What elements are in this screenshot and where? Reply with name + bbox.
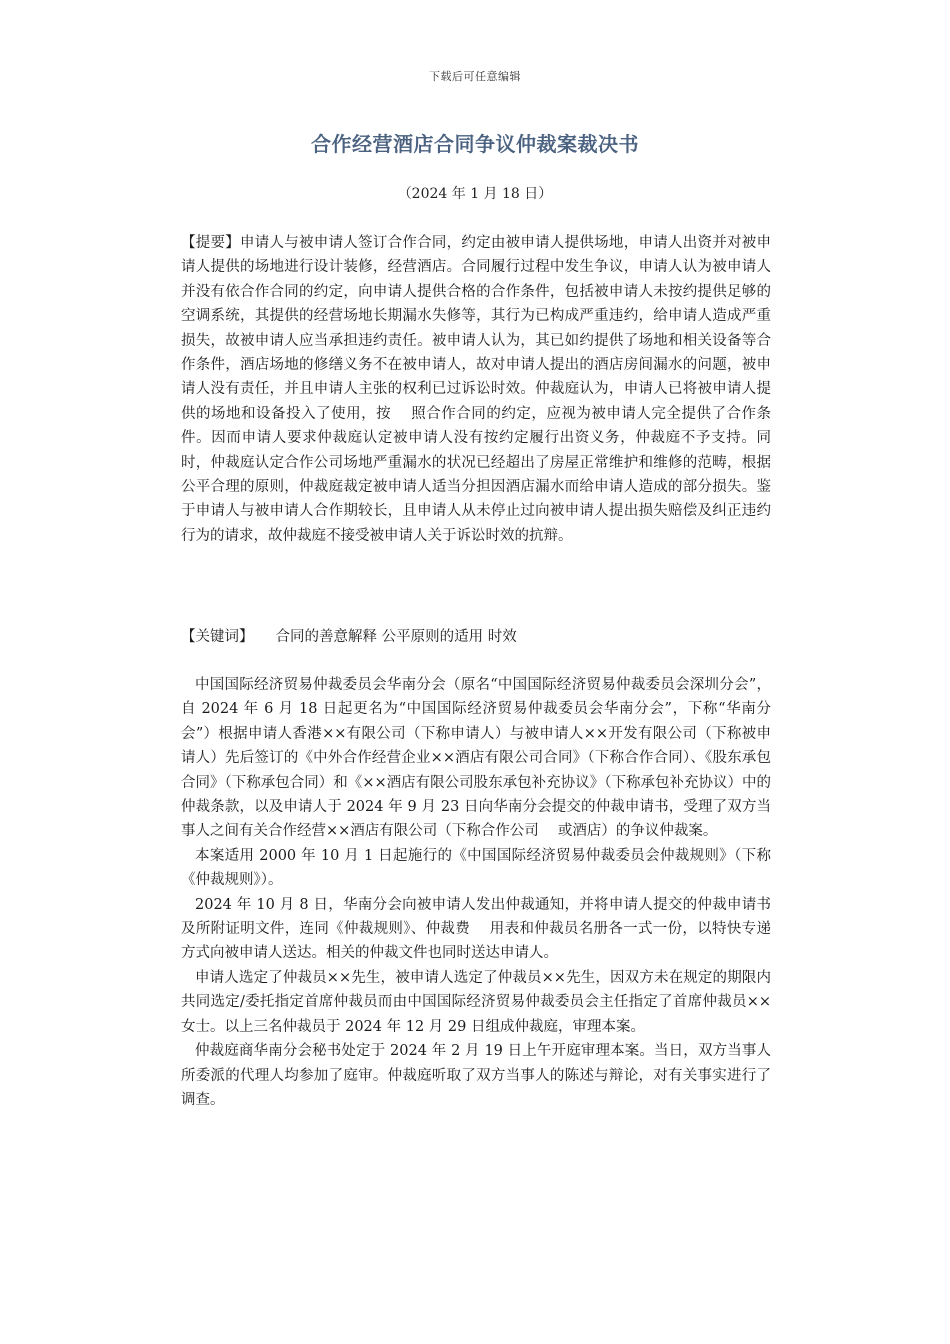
document-date: （2024 年 1 月 18 日） bbox=[397, 186, 553, 202]
header-note: 下载后可任意编辑 bbox=[429, 70, 521, 83]
paragraph-applicable-rules: 本案适用 2000 年 10 月 1 日起施行的《中国国际经济贸易仲裁委员会仲裁规则》（下称《仲裁规则》）。 bbox=[181, 847, 771, 889]
paragraph-case-acceptance: 中国国际经济贸易仲裁委员会华南分会（原名“中国国际经济贸易仲裁委员会深圳分会”，自 2024 年 6 月 18 日起更名为“中国国际经济贸易仲裁委员会华南分会”，下称“华南分会”）根据申请人香港××有限公司（下称申请人）与被申请人××开发有限公司（下称被申请人）先后签订的《中外合作经营企业××酒店有限公司合同》（下称合作合同）、《股东承包合同》（下称承包合同）和《××酒店有限公司股东承包补充协议》（下称承包补充协议）中的仲裁条款，以及申请人于 2024 年 9 月 23 日向华南分会提交的仲裁申请书，受理了双方当事人之间有关合作经营××酒店有限公司（下称合作公司 或酒店）的争议仲裁案。 bbox=[181, 677, 771, 840]
paragraph-tribunal-formation: 申请人选定了仲裁员××先生，被申请人选定了仲裁员××先生，因双方未在规定的期限内共同选定/委托指定首席仲裁员而由中国国际经济贸易仲裁委员会主任指定了首席仲裁员××女士。以上三名仲裁员于 2024 年 12 月 29 日组成仲裁庭，审理本案。 bbox=[181, 969, 771, 1035]
abstract-paragraph: 【提要】申请人与被申请人签订合作合同，约定由被申请人提供场地，申请人出资并对被申请人提供的场地进行设计装修，经营酒店。合同履行过程中发生争议，申请人认为被申请人并没有依合作合同的约定，向申请人提供合格的合作条件，包括被申请人未按约提供足够的空调系统，其提供的经营场地长期漏水失修等，其行为已构成严重违约，给申请人造成严重损失，故被申请人应当承担违约责任。被申请人认为，其已如约提供了场地和相关设备等合作条件，酒店场地的修缮义务不在被申请人，故对申请人提出的酒店房间漏水的问题，被申请人没有责任，并且申请人主张的权利已过诉讼时效。仲裁庭认为，申请人已将被申请人提供的场地和设备投入了使用，按 照合作合同的约定，应视为被申请人完全提供了合作条件。因而申请人要求仲裁庭认定被申请人没有按约定履行出资义务，仲裁庭不予支持。同时，仲裁庭认定合作公司场地严重漏水的状况已经超出了房屋正常维护和维修的范畴，根据公平合理的原则，仲裁庭裁定被申请人适当分担因酒店漏水而给申请人造成的部分损失。鉴于申请人与被申请人合作期较长，且申请人从未停止过向被申请人提出损失赔偿及纠正违约行为的请求，故仲裁庭不接受被申请人关于诉讼时效的抗辩。 bbox=[181, 235, 771, 544]
keywords-line bbox=[181, 625, 771, 649]
keywords-label: 【关键词】 bbox=[181, 629, 254, 645]
keywords-text: 合同的善意解释 公平原则的适用 时效 bbox=[275, 629, 517, 645]
document-title: 合作经营酒店合同争议仲裁案裁决书 bbox=[311, 132, 639, 156]
paragraph-hearing: 仲裁庭商华南分会秘书处定于 2024 年 2 月 19 日上午开庭审理本案。当日，双方当事人所委派的代理人均参加了庭审。仲裁庭听取了双方当事人的陈述与辩论，对有关事实进行了调查。 bbox=[181, 1043, 771, 1108]
body-paragraphs bbox=[181, 673, 771, 1112]
paragraph-arbitration-notice: 2024 年 10 月 8 日，华南分会向被申请人发出仲裁通知，并将申请人提交的仲裁申请书及所附证明文件，连同《仲裁规则》、仲裁费 用表和仲裁员名册各一式一份，以特快专递方式向被申请人送达。相关的仲裁文件也同时送达申请人。 bbox=[181, 896, 771, 962]
